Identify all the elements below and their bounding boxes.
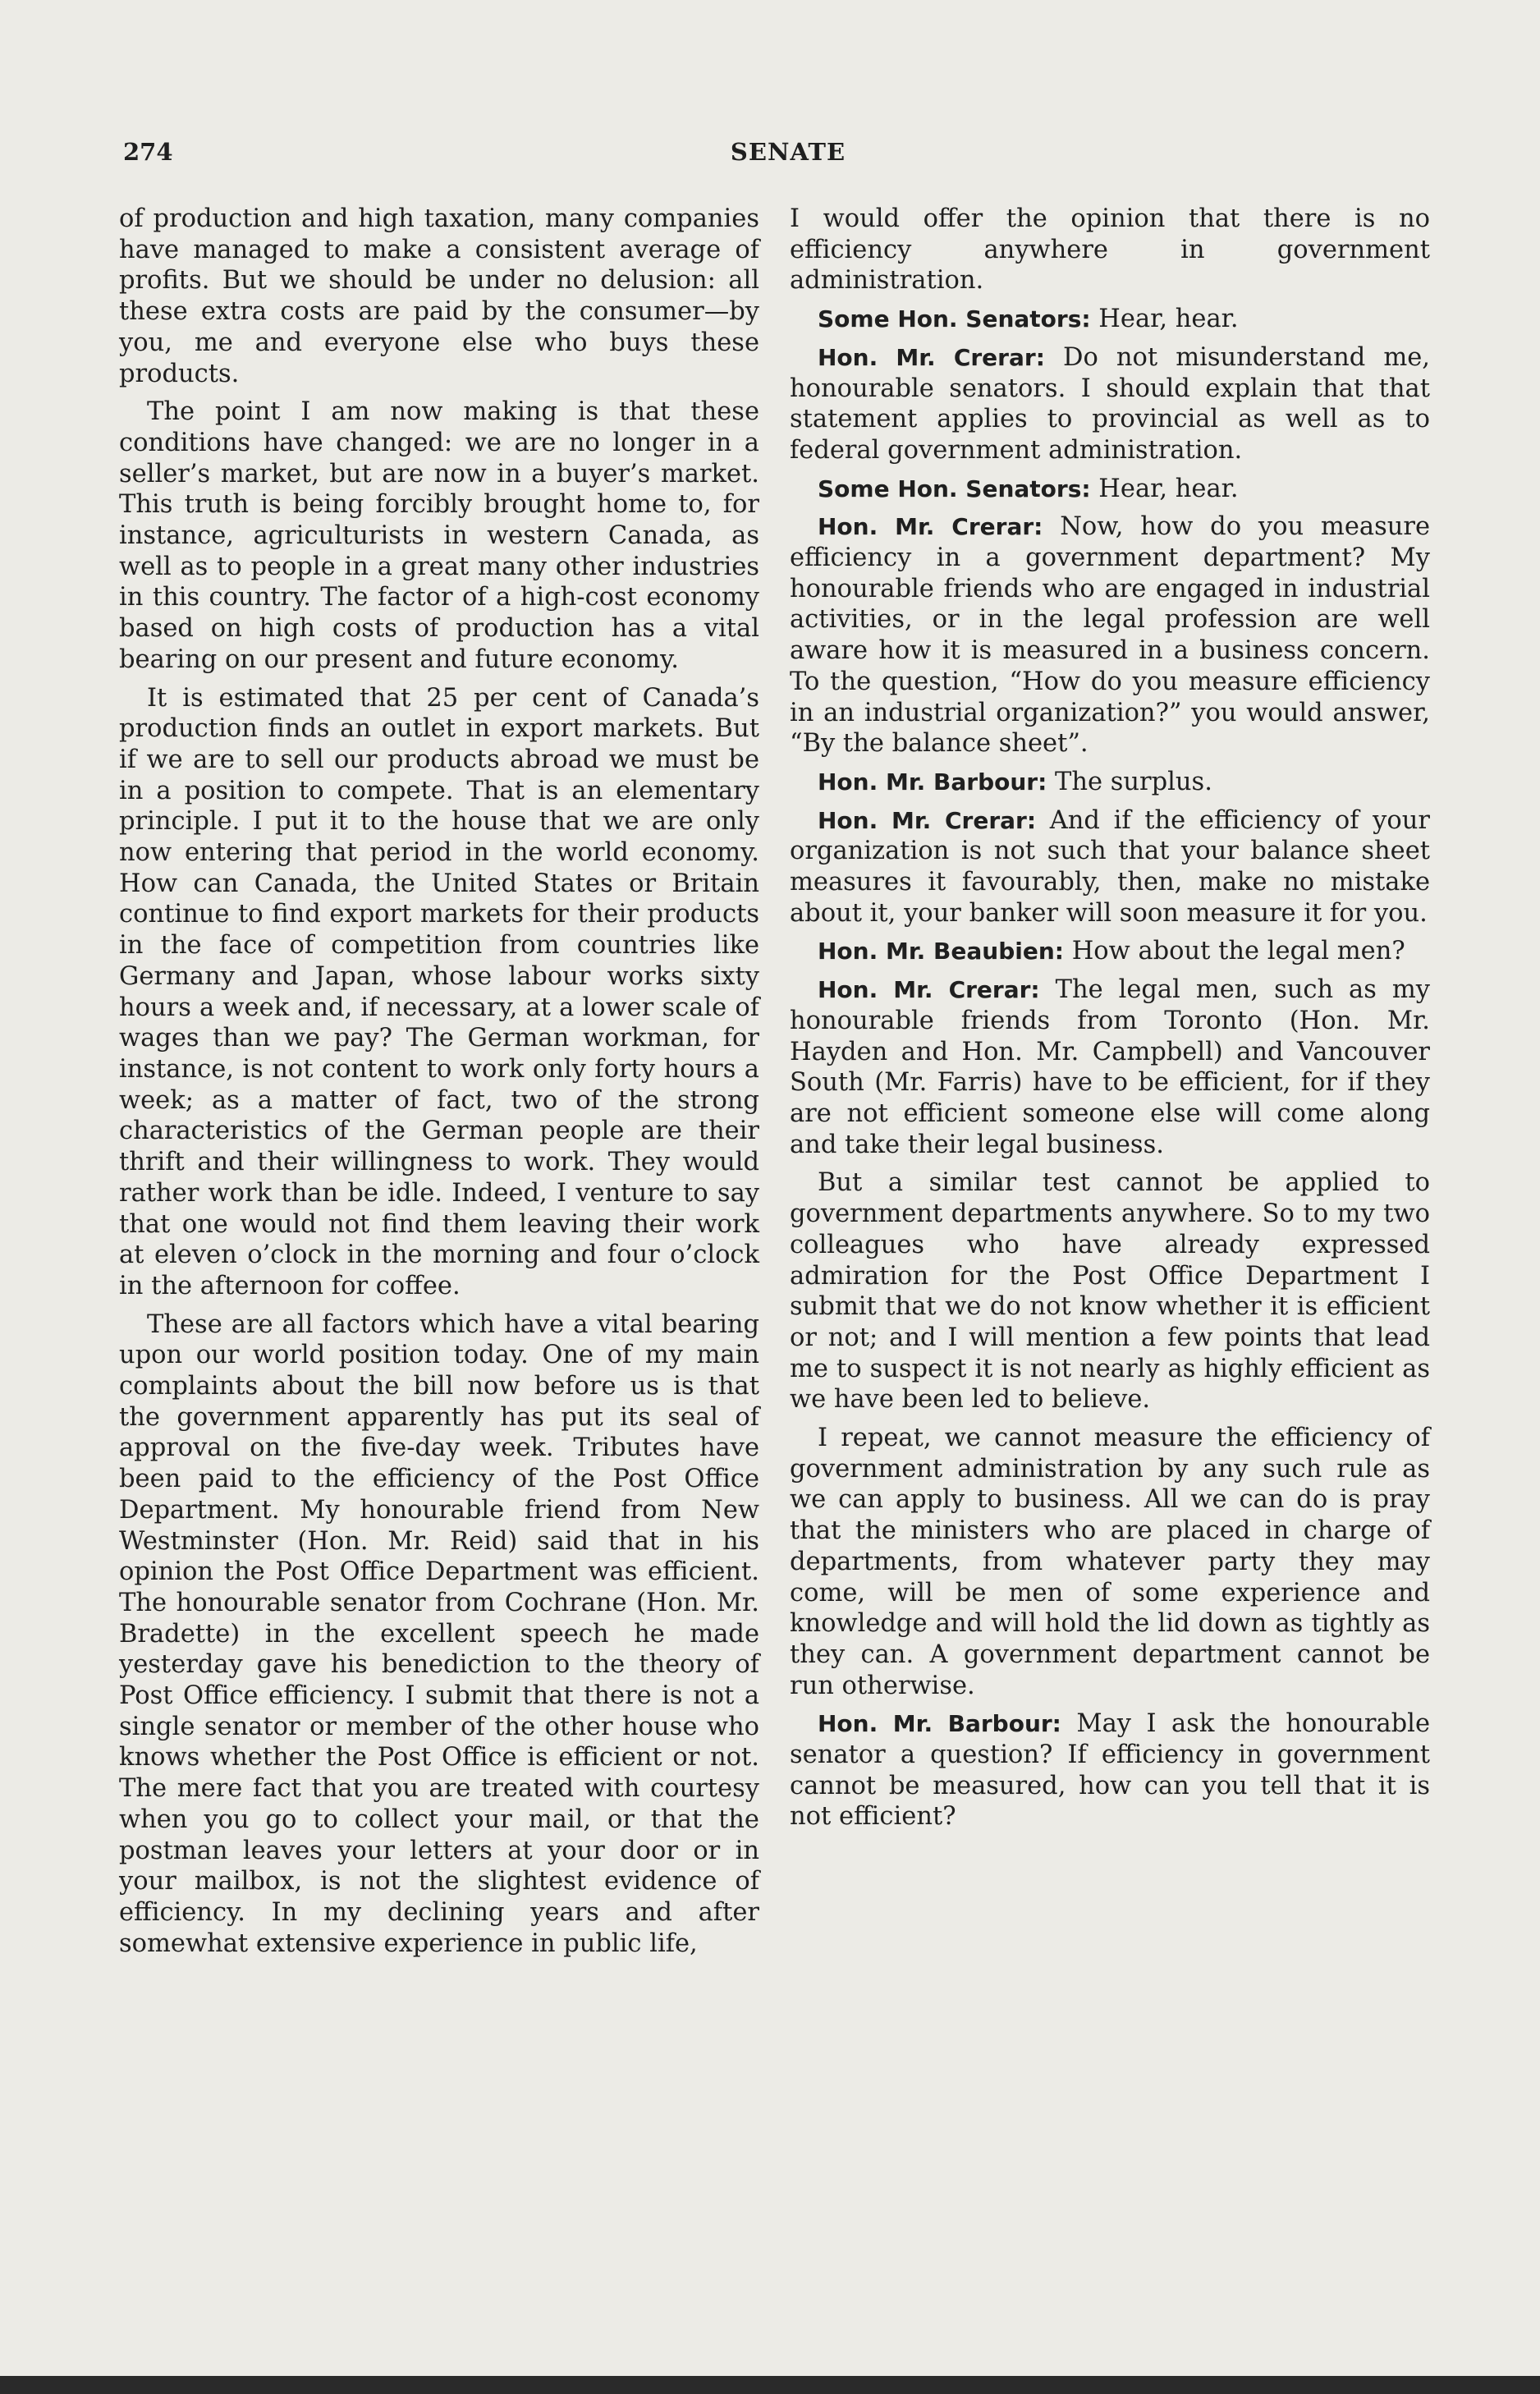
paragraph-text: Do not misunderstand me, honourable senators. I should explain that that statement applies to provincial as well as to federal government administration. (790, 342, 1431, 465)
running-head: SENATE (730, 138, 846, 166)
paragraph-text: The legal men, such as my honourable friends from Toronto (Hon. Mr. Hayden and Hon. Mr. Campbell) and Vancouver South (Mr. Farris) have to be efficient, for if they are not efficient someone else will come along and take their legal business. (790, 975, 1431, 1159)
page-header (123, 138, 1453, 179)
paragraph (119, 204, 759, 389)
paragraph (790, 342, 1430, 466)
paragraph (119, 1309, 759, 1960)
speaker-name: Hon. Mr. Barbour: (818, 1710, 1061, 1738)
speaker-name: Hon. Mr. Crerar: (818, 513, 1043, 541)
paragraph-text: Now, how do you measure efficiency in a government department? My honourable friends who are engaged in industrial activities, or in the legal profession are well aware how it is measured in a business concern. To the question, “How do you measure efficiency in an industrial organization?” you would answer, “By the balance sheet”. (790, 512, 1430, 759)
paragraph-text: Hear, hear. (1098, 305, 1239, 334)
paragraph (790, 511, 1430, 759)
left-column (119, 204, 759, 1966)
paragraph-text: It is estimated that 25 per cent of Canada’s production finds an outlet in export markets. But if we are to sell our products abroad we must be in a position to compete. That is an elementary principle. I put it to the house that we are only now entering that period in the world economy. How can Canada, the United States or Britain continue to find export markets for their products in the face of competition from countries like Germany and Japan, whose labour works sixty hours a week and, if necessary, at a lower scale of wages than we pay? The German workman, for instance, is not content to work only forty hours a week; as a matter of fact, two of the strong characteristics of the German people are their thrift and their willingness to work. They would rather work than be idle. Indeed, I venture to say that one would not find them leaving their work at eleven o’clock in the morning and four o’clock in the afternoon for coffee. (119, 683, 759, 1300)
paragraph (119, 683, 759, 1302)
paragraph (790, 304, 1430, 335)
paragraph-text: These are all factors which have a vital bearing upon our world position today. One of my main complaints about the bill now before us is that the government apparently has put its seal of approval on the five-day week. Tributes have been paid to the efficiency of the Post Office Department. My honourable friend from New Westminster (Hon. Mr. Reid) said that in his opinion the Post Office Department was efficient. The honourable senator from Cochrane (Hon. Mr. Bradette) in the excellent speech he made yesterday gave his benediction to the theory of Post Office efficiency. I submit that there is not a single senator or member of the other house who knows whether the Post Office is efficient or not. The mere fact that you are treated with courtesy when you go to collect your mail, or that the postman leaves your letters at your door or in your mailbox, is not the slightest evidence of efficiency. In my declining years and after somewhat extensive experience in public life, (119, 1309, 759, 1958)
paragraph-text: The point I am now making is that these conditions have changed: we are no longer in a seller’s market, but are now in a buyer’s market. This truth is being forcibly brought home to, for instance, agriculturists in western Canada, as well as to people in a great many other industries in this country. The factor of a high-cost economy based on high costs of production has a vital bearing on our present and future economy. (119, 397, 759, 674)
page-number: 274 (123, 138, 173, 166)
speaker-name: Some Hon. Senators: (818, 475, 1091, 502)
paragraph (790, 474, 1430, 505)
paragraph-text: I would offer the opinion that there is no efficiency anywhere in government administration. (790, 204, 1430, 296)
paragraph (790, 1167, 1430, 1415)
paragraph (119, 397, 759, 675)
speaker-name: Hon. Mr. Beaubien: (818, 938, 1064, 965)
paragraph-text: May I ask the honourable senator a question? If efficiency in government cannot be measured, how can you tell that it is not efficient? (790, 1709, 1430, 1832)
speaker-name: Hon. Mr. Crerar: (818, 976, 1040, 1004)
paragraph-text: But a similar test cannot be applied to government departments anywhere. So to my two colleagues who have already expressed admiration for the Post Office Department I submit that we do not know whether it is efficient or not; and I will mention a few points that lead me to suspect it is not nearly as highly efficient as we have been led to believe. (790, 1168, 1430, 1415)
speaker-name: Hon. Mr. Barbour: (818, 768, 1047, 796)
paragraph (790, 805, 1430, 929)
paragraph (790, 204, 1430, 296)
paragraph-text: of production and high taxation, many companies have managed to make a consistent average of profits. But we should be under no delusion: all these extra costs are paid by the consumer—by you, me and everyone else who buys these products. (119, 204, 759, 388)
paragraph (790, 767, 1430, 798)
scan-edge (0, 2376, 1540, 2394)
speaker-name: Some Hon. Senators: (818, 305, 1091, 333)
paragraph (790, 1708, 1430, 1832)
paragraph-text: Hear, hear. (1098, 474, 1239, 503)
paragraph-text: I repeat, we cannot measure the efficiency of government administration by any such rule as we can apply to business. All we can do is pray that the ministers who are placed in charge of departments, from whatever party they may come, will be men of some experience and knowledge and will hold the lid down as tightly as they can. A government department cannot be run otherwise. (790, 1424, 1430, 1700)
paragraph-text: And if the efficiency of your organization is not such that your balance sheet measures it favourably, then, make no mistake about it, your banker will soon measure it for you. (790, 805, 1430, 928)
right-column (790, 204, 1430, 1840)
paragraph-text: The surplus. (1055, 767, 1212, 796)
speaker-name: Hon. Mr. Crerar: (818, 806, 1037, 834)
paragraph (790, 975, 1430, 1160)
paragraph (790, 1423, 1430, 1701)
paragraph (790, 936, 1430, 967)
speaker-name: Hon. Mr. Crerar: (818, 343, 1045, 371)
paragraph-text: How about the legal men? (1071, 937, 1405, 966)
